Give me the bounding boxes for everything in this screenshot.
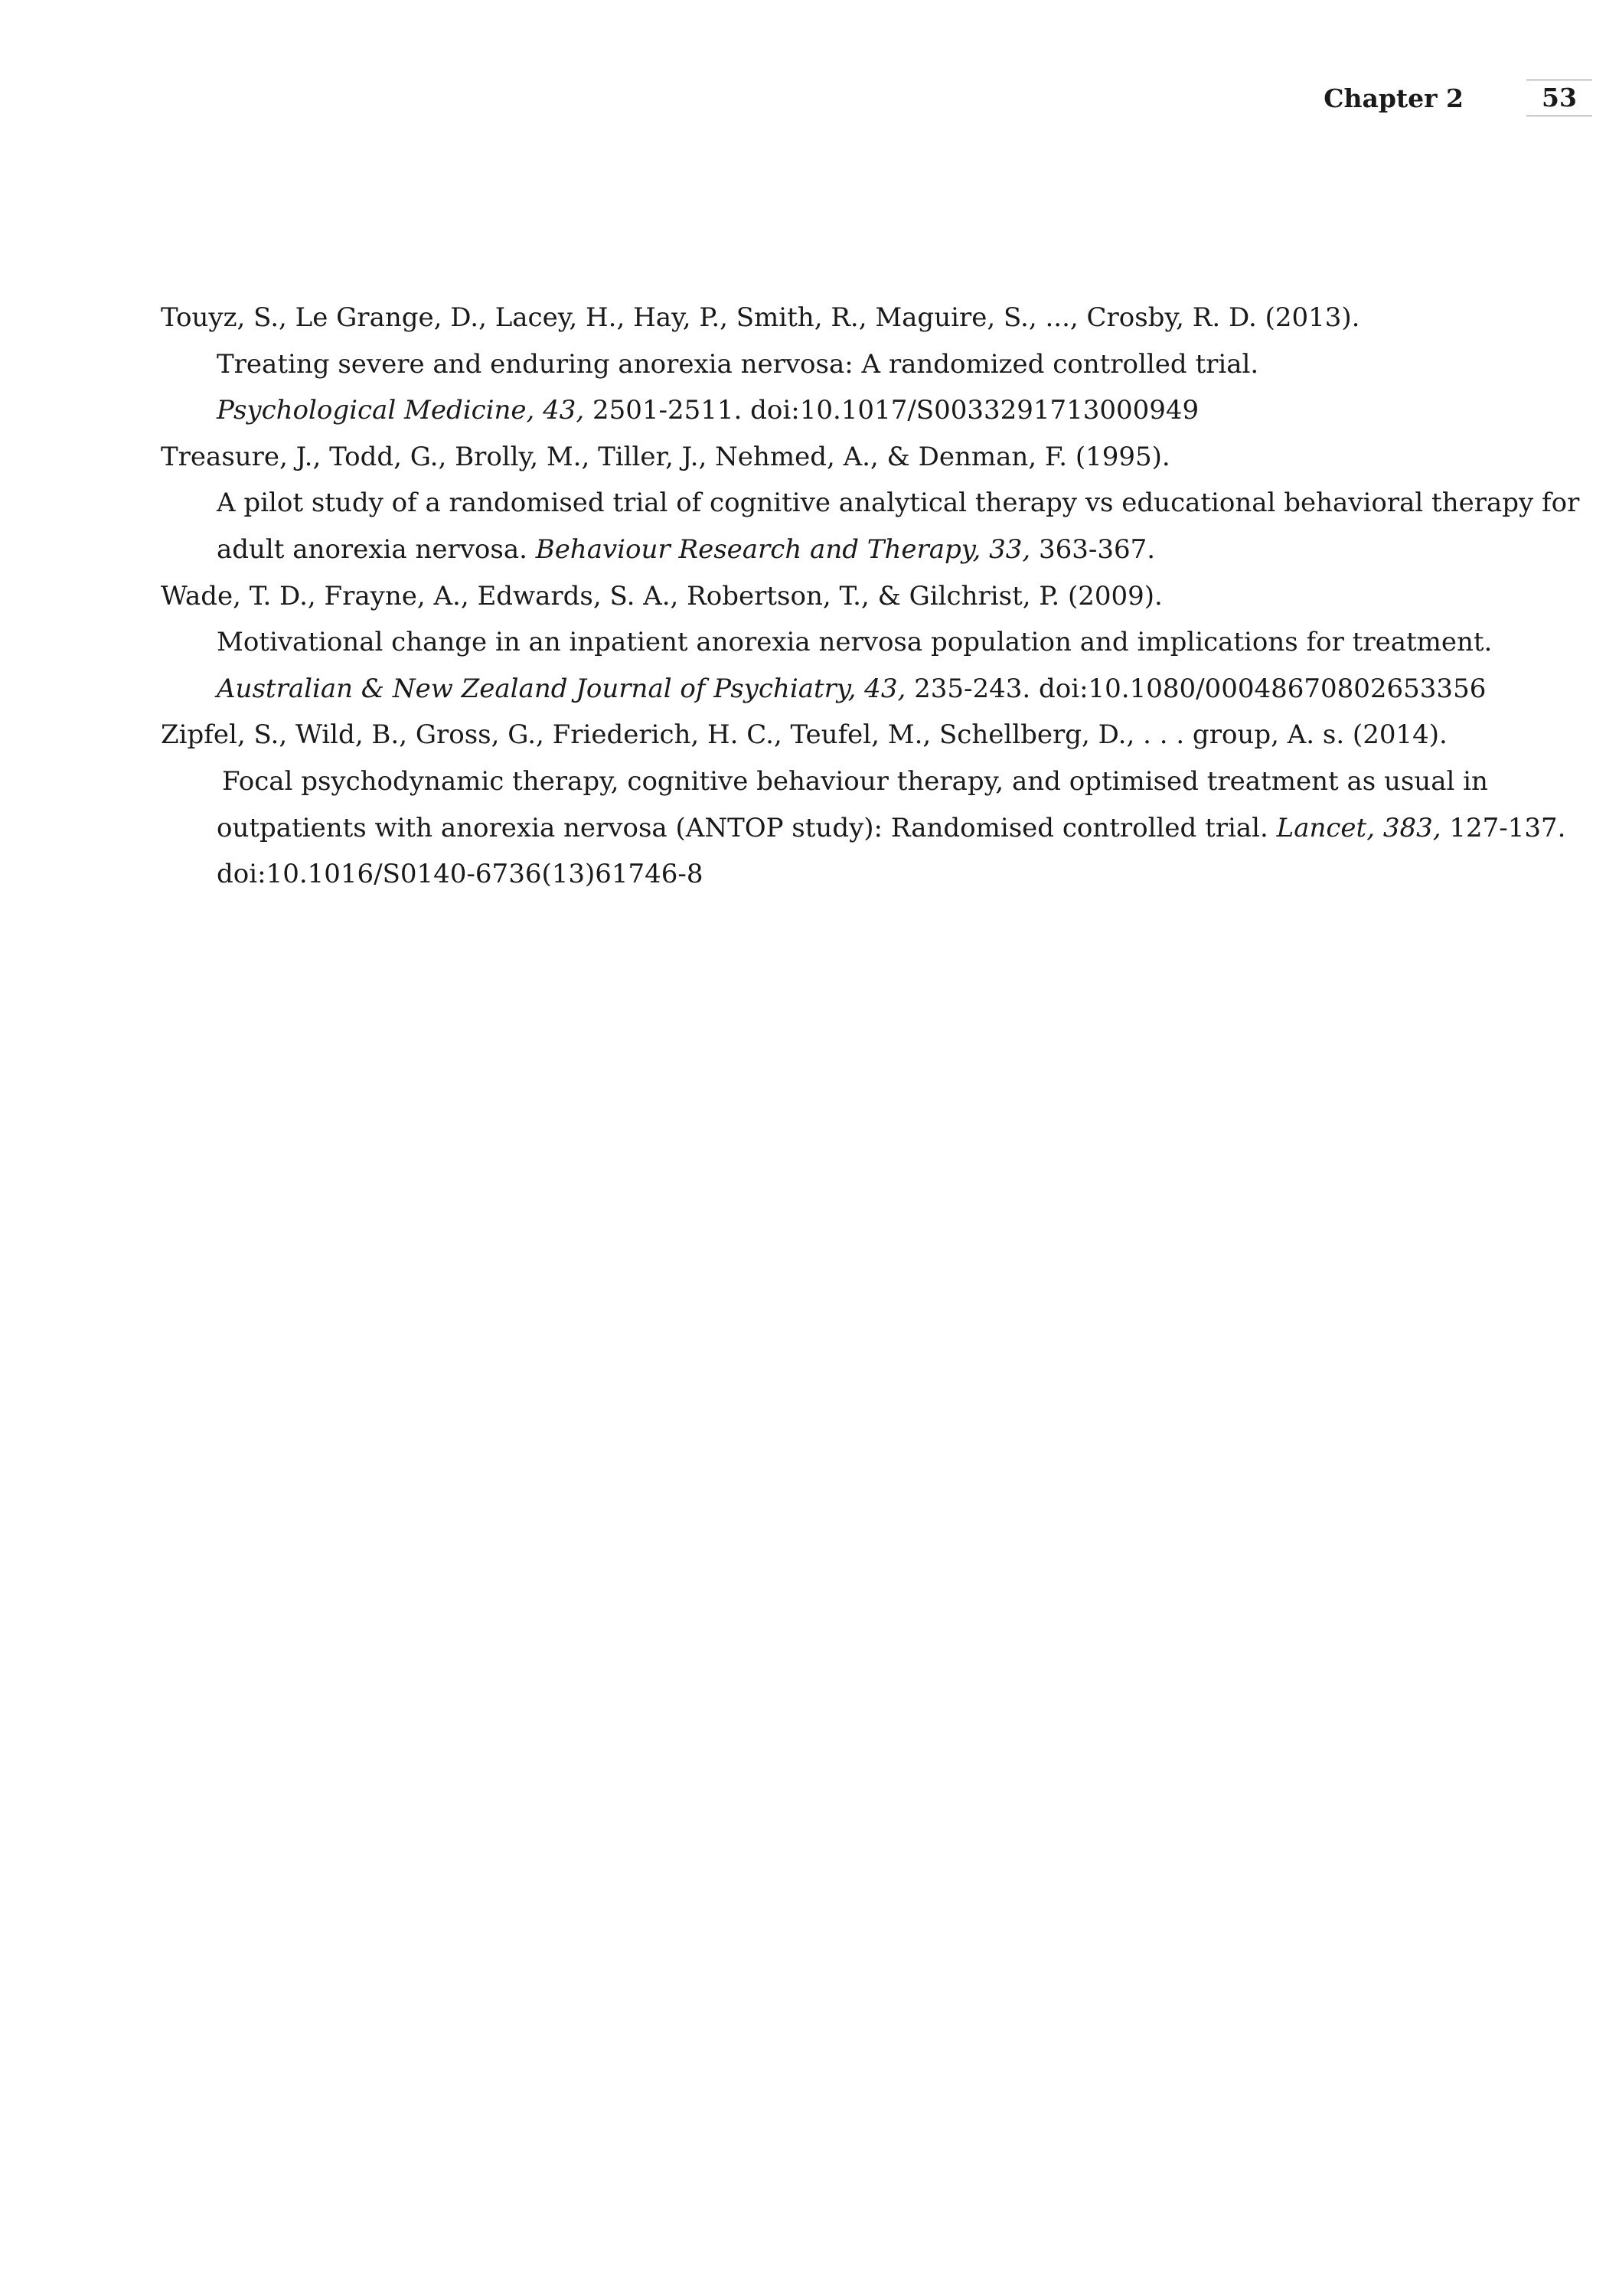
page-number: 53	[1526, 80, 1592, 116]
reference-pages-doi: 235-243. doi:10.1080/00048670802653356	[906, 673, 1487, 704]
reference-entry-zipfel	[161, 712, 1566, 897]
reference-source	[161, 387, 1477, 434]
reference-entry-touyz	[161, 295, 1477, 434]
running-head	[1148, 80, 1592, 118]
reference-title-continued: outpatients with anorexia nervosa (ANTOP study): Randomised controlled trial.	[217, 812, 1277, 843]
reference-authors: Wade, T. D., Frayne, A., Edwards, S. A., Robertson, T., & Gilchrist, P. (2009).	[161, 580, 1163, 612]
reference-list	[161, 295, 1580, 898]
reference-journal: Australian & New Zealand Journal of Psychiatry, 43,	[217, 673, 906, 704]
reference-title: Treating severe and enduring anorexia nervosa: A randomized controlled trial.	[217, 348, 1259, 380]
reference-doi: doi:10.1016/S0140-6736(13)61746-8	[217, 859, 703, 890]
reference-journal: Lancet, 383,	[1276, 812, 1441, 843]
reference-authors: Zipfel, S., Wild, B., Gross, G., Friederich, H. C., Teufel, M., Schellberg, D., . . . group, A. s. (2014).	[161, 719, 1448, 751]
reference-title: Motivational change in an inpatient anorexia nervosa population and implications for treatment.	[217, 627, 1493, 658]
reference-source	[161, 805, 1566, 852]
reference-title: A pilot study of a randomised trial of cognitive analytical therapy vs educational behavioral therapy for	[217, 488, 1580, 519]
reference-pages: 363-367.	[1030, 533, 1156, 565]
reference-title-continued: adult anorexia nervosa.	[217, 533, 536, 565]
reference-title: Focal psychodynamic therapy, cognitive behaviour therapy, and optimised treatment as usual in	[222, 765, 1488, 797]
reference-authors: Touyz, S., Le Grange, D., Lacey, H., Hay, P., Smith, R., Maguire, S., ..., Crosby, R. D. (2013).	[161, 302, 1360, 333]
reference-entry-wade	[161, 573, 1493, 713]
reference-journal: Psychological Medicine, 43,	[217, 395, 585, 426]
chapter-label: Chapter 2	[1324, 83, 1464, 113]
reference-authors: Treasure, J., Todd, G., Brolly, M., Tiller, J., Nehmed, A., & Denman, F. (1995).	[161, 441, 1170, 472]
reference-pages-doi: 2501-2511. doi:10.1017/S0033291713000949	[584, 395, 1200, 426]
reference-journal: Behaviour Research and Therapy, 33,	[535, 533, 1031, 565]
reference-source	[161, 666, 1487, 713]
reference-pages: 127-137.	[1441, 812, 1566, 843]
reference-source	[161, 527, 1477, 573]
reference-entry-treasure	[161, 434, 1580, 573]
